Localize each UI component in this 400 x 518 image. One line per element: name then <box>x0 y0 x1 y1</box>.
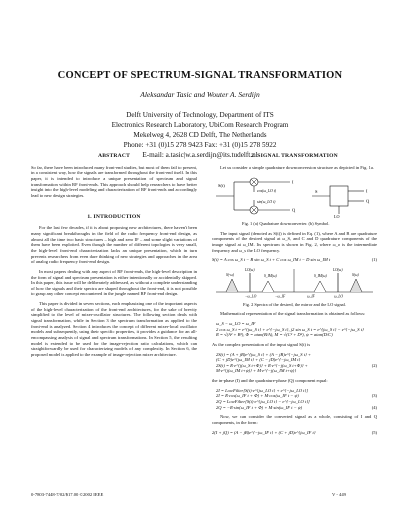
image-spectrum-positive <box>314 281 326 292</box>
figure-1 <box>212 174 377 226</box>
symbol-q-label: Q <box>366 198 370 204</box>
affiliation-line: Electronics Research Laboratory, UbiCom Research Program <box>111 121 289 129</box>
left-column <box>31 152 197 362</box>
equation-3-block <box>216 388 377 411</box>
equation-text: M·e^{j(ω_IM t+ψ)} + M·e^{−j(ω_IM t+ψ)} <box>216 368 297 374</box>
abstract-heading: ABSTRACT <box>97 153 131 159</box>
intro-paragraph: In most papers dealing with any aspect of RF front-ends, the high-level description in the form of signal and spectrum presentation is either intentionally or accidentally skipped. In this paper, this issue will be deliberately addressed, as without a complete understanding of how the signals and their spectra are shaped throughout the front-end, it is not possible to grasp any other concept encountered in the jungle named RF front-end design. <box>31 268 197 297</box>
symbol-lo-label: LO <box>334 214 340 219</box>
intro-paragraph: For the last few decades, if it is about proposing new architectures, there haven't been many significant breakthroughs in the field of the radio frequency front-end design, as almost all the time two basic structures – high and zero IF – and some slight variations of them have been exploited. Even though the number of different topologies is very small, the high-level front-end characterization lacks an unique presentation, which in turn prevents researchers from even dare thinking of new strategies and approaches in the area of analog radio frequency front-end design. <box>31 225 197 265</box>
input-signal-label: S(t) <box>218 183 225 189</box>
affiliation-line: E-mail: a.tasic|w.a.serdijn@its.tudelft.nl <box>142 151 258 159</box>
symbol-s-label: S <box>315 189 318 195</box>
lo-i-label: cos(ω_LO t) <box>257 189 277 194</box>
spectrum-label: S_IM(ω) <box>264 273 277 278</box>
signal-paragraph: Let us consider a simple quadrature downconversion structure as depicted in Fig. 1a. <box>220 164 375 170</box>
tick-label: ω_IF <box>307 294 315 299</box>
equation-text: R = √(A² + B²), Φ = atan(B/A), M = √(C² + D²), ψ = atan(D/C) <box>216 332 333 338</box>
equation-text: 2Q = −R·sin(ω_IF t + Φ) + M·sin(ω_IF t − ψ) <box>216 404 303 410</box>
affiliation-line: Mekelweg 4, 2628 CD Delft, The Netherlands <box>133 131 267 139</box>
signal-paragraph: The input signal (denoted as S(t)) is defined in Eq. (1), where A and B are quadrature components of the desired signal at ω_S, and C and D quadrature components of the image signal at ω_IM. Its spectrum is shown in Fig. 2, where ω_o is the intermediate frequency and ω_s the LO frequency. <box>212 230 377 253</box>
mixer-symbol-box <box>330 186 348 206</box>
affiliation-line: Phone: +31 (0)15 278 9423 Fax: +31 (0)15 278 5922 <box>123 141 277 149</box>
spectrum-label: S_IM(ω) <box>314 273 327 278</box>
tick-label: ω_LO <box>334 294 343 299</box>
i-output-label: I <box>292 179 294 185</box>
equation-5-number: (5) <box>371 429 377 435</box>
affiliation-line: Delft University of Technology, Department of ITS <box>126 111 274 119</box>
spectrum-label: LO(ω) <box>333 267 343 272</box>
figure-2-caption: Fig. 2 Spectra of the desired, the mirror and the LO signal. <box>243 301 346 307</box>
figure-2 <box>212 265 377 307</box>
desired-spectrum-positive <box>350 279 362 292</box>
equation-3-number: (3) <box>371 393 377 399</box>
equation-text: (C + jD)e^{jω_IM t} + (C − jD)e^{−jω_IM t} <box>216 357 301 363</box>
paper-authors: Aleksandar Tasic and Wouter A. Serdijn <box>140 90 260 99</box>
equation-text: ω_S − ω_LO = ω_IF <box>216 320 256 326</box>
equation-1 <box>212 257 377 263</box>
signal-paragraph: Mathematical representation of the signal transformation is obtained as follows: <box>220 311 366 317</box>
equation-text: 2 cos ω_S t = e^{jω_S t} + e^{−jω_S t}, j2 sin ω_S t = e^{jω_S t} − e^{−jω_S t} <box>216 326 364 332</box>
lo-q-label: sin(ω_LO t) <box>257 200 276 205</box>
paper-title: CONCEPT OF SPECTRUM-SIGNAL TRANSFORMATION <box>57 70 343 81</box>
equation-line <box>216 368 377 374</box>
tick-label: −ω_IF <box>275 294 286 299</box>
figure-1-caption: Fig. 1 (a) Quadrature downconverter. (b) Symbol. <box>242 220 330 226</box>
footer-page-number: V - 449 <box>332 492 346 497</box>
signal-paragraph: Now, we can consider the converted signal as a whole, consisting of I and Q components, in the form: <box>212 414 377 426</box>
equation-line <box>216 332 377 338</box>
definitions-equations <box>216 321 377 338</box>
signal-paragraph: As the complex presentation of the input signal S(t) is <box>212 341 311 347</box>
symbol-i-label: I <box>366 188 368 194</box>
image-spectrum-negative <box>262 281 274 292</box>
abstract-text: So far, there have been introduced many front-end studies, but most of them fail to present, in a consistent way, how the signals are transformed throughout the front-end itself. In this paper, it is intended to introduce a unique presentation of spectrum and signal transformation within RF front-ends. This approach should help researchers to have better insight into the high-level modeling and characterization of RF front-ends and accordingly lead to new design strategies. <box>31 164 197 198</box>
equation-text: 2Q = LowFilter[S(t)·e^{jω_LO t} − e^{−jω_LO t}] <box>216 399 310 405</box>
signal-paragraph: the in-phase (I) and the quadrature-phase (Q) component equal: <box>212 378 328 384</box>
equation-2-number: (2) <box>371 362 377 368</box>
equation-line <box>216 405 377 411</box>
desired-spectrum-negative <box>226 279 238 292</box>
equation-text: 2I = R·cos(ω_IF t + Φ) + M·cos(ω_IF t − ψ) <box>216 393 299 399</box>
quadrature-downconverter-diagram <box>212 174 377 218</box>
equation-4-number: (4) <box>371 404 377 410</box>
equation-5-expr: 2(I + jQ) = (A − jB)e^{−jω_IF t} + (C + jD)e^{jω_IF t} <box>212 429 316 435</box>
equation-text: 2I = LowFilter[S(t)·e^{jω_LO t} + e^{−jω_LO t}] <box>216 387 309 393</box>
equation-text: 2S(t) = (A + jB)e^{jω_S t} + (A − jB)e^{−jω_S t} + <box>216 351 311 357</box>
spectra-diagram <box>212 265 377 299</box>
tick-label: −ω_LO <box>245 294 257 299</box>
equation-2-block <box>216 352 377 375</box>
footer-copyright: 0-7803-7448-7/02/$17.00 ©2002 IEEE <box>31 492 104 497</box>
spectrum-label: S(-ω) <box>226 272 234 277</box>
introduction-heading: 1. INTRODUCTION <box>87 213 141 220</box>
equation-1-number: (1) <box>371 257 377 263</box>
spectrum-label: S(ω) <box>352 272 359 277</box>
q-output-label: Q <box>292 207 296 213</box>
equation-5 <box>212 430 377 436</box>
spectrum-label: LO(ω) <box>245 267 255 272</box>
intro-paragraph: This paper is divided in seven sections, each emphasizing one of the important aspects of the high-level characterization of the front-end architectures, for the sake of brevity simplified to the level of mixer-oscillator structures. The following section deals with signal transformation, while in Section 3 the spectrum transformation as applied to the front-end is analyzed. Section 4 introduces the concept of different mixer-local oscillator models and subsequently, using their specific properties, it provides a guidance for an all-encompassing analysis of signal and spectrum transformations. In Section 5, the resulting model is extended to be used for the image-rejection ratio calculations, which can straightforwardly be used for characterizing models of any complexity. In Section 6, the proposed model is applied to the example of image-rejection mixer architecture. <box>31 301 197 358</box>
equation-text: 2S(t) = R·e^{j(ω_S t+Φ)} + R·e^{−j(ω_S t+Φ)} + <box>216 362 308 368</box>
right-column <box>212 152 377 435</box>
signal-heading: 2. SIGNAL TRANSFORMATION <box>251 153 338 159</box>
equation-1-expr: S(t) = A cos ω_S t − B sin ω_S t + C cos ω_IM t − D sin ω_IM t <box>212 257 331 263</box>
